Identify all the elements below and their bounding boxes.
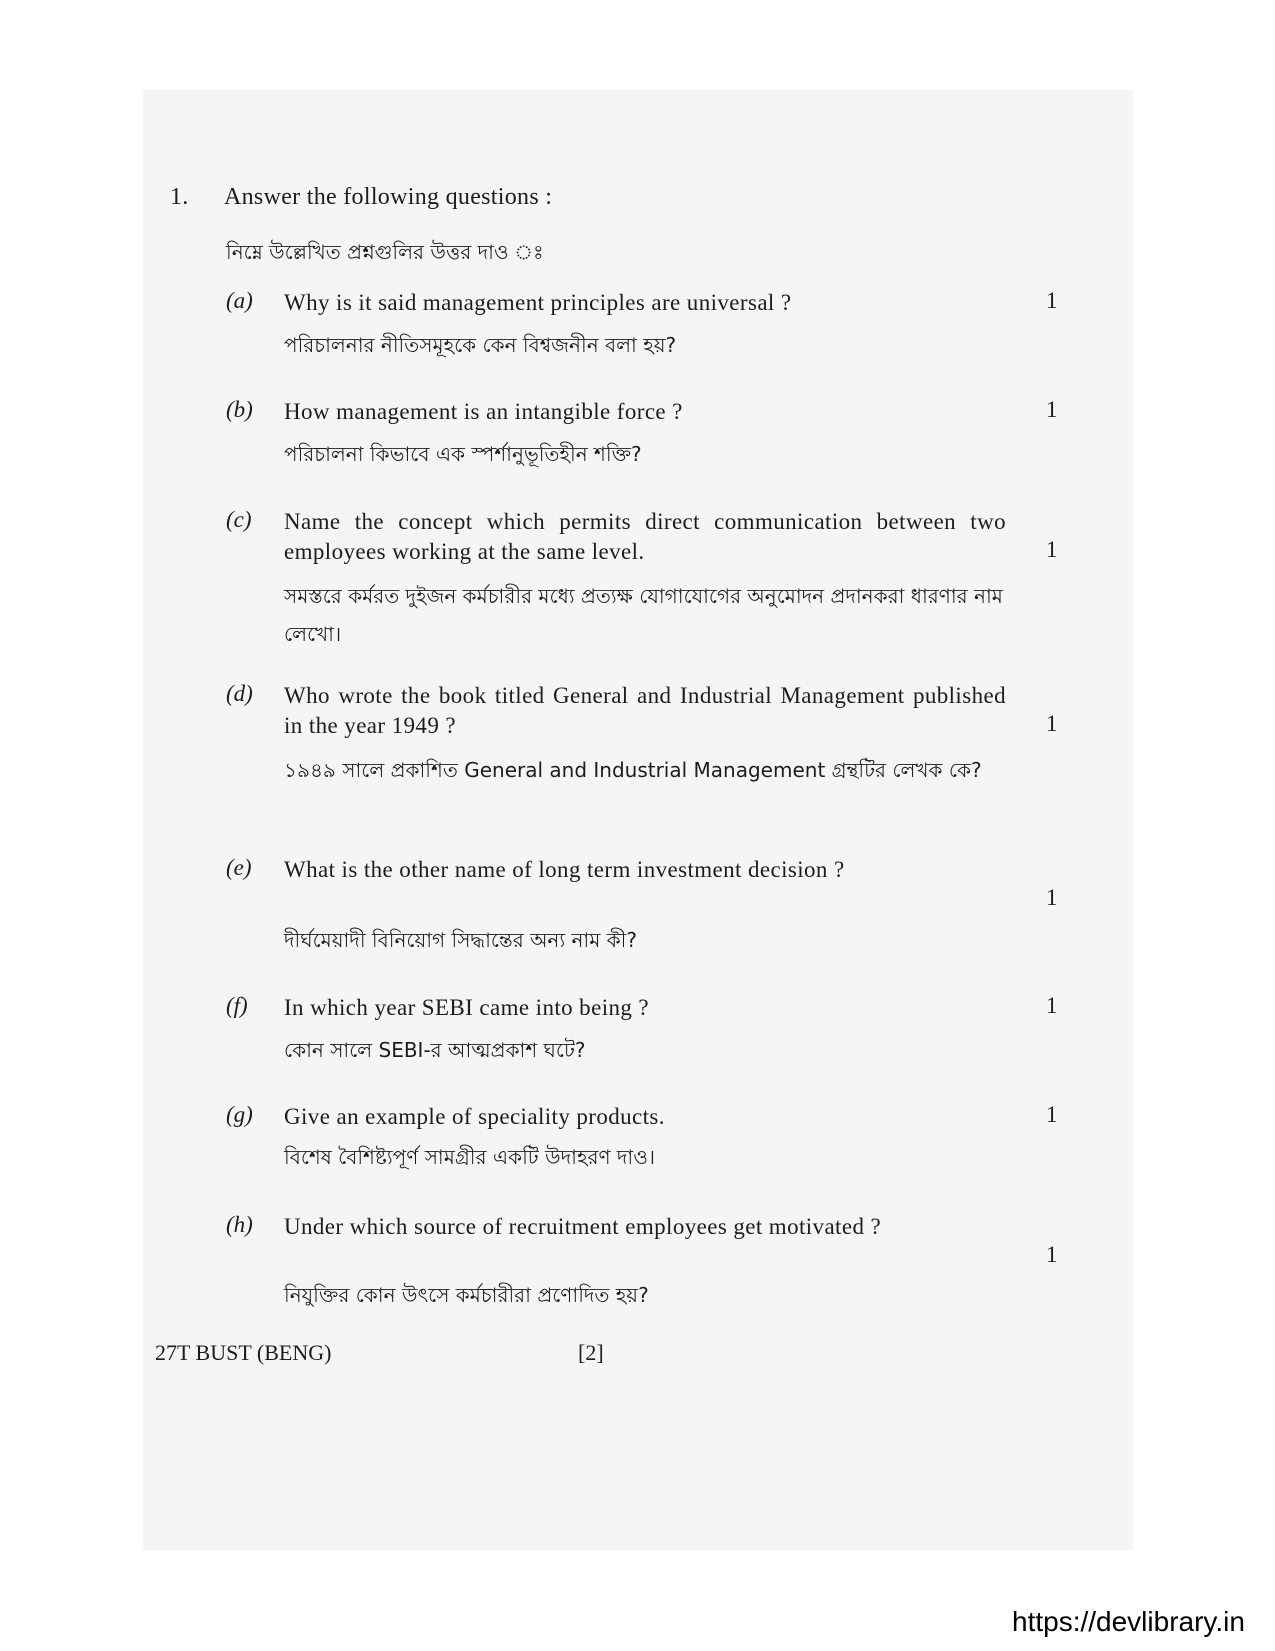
sub-question-text-bn: কোন সালে SEBI-র আত্মপ্রকাশ ঘটে? [284,1038,586,1062]
sub-question-text-bn: ১৯৪৯ সালে প্রকাশিত General and Industrial Management গ্রন্থটির লেখক কে? [284,758,982,782]
sub-question-label: (a) [226,288,253,313]
sub-question-text-en: Why is it said management principles are universal ? [284,290,792,315]
sub-question-text-en: What is the other name of long term investment decision ? [284,857,845,882]
sub-question-text-bn: নিযুক্তির কোন উৎসে কর্মচারীরা প্রণোদিত হয়? [284,1283,649,1307]
sub-question-text-en: Name the concept which permits direct communication between two employees working at the same level. [284,509,1006,564]
marks-value: 1 [1046,397,1058,422]
marks-value: 1 [1046,885,1058,910]
sub-question-text-bn: দীর্ঘমেয়াদী বিনিয়োগ সিদ্ধান্তের অন্য নাম কী? [284,928,638,952]
sub-question-text-bn: পরিচালনা কিভাবে এক স্পর্শানুভূতিহীন শক্তি? [284,442,642,466]
question-title-en: Answer the following questions : [224,184,553,210]
question-number: 1. [170,184,189,210]
paper-code: 27T BUST (BENG) [155,1340,332,1365]
question-heading [170,184,552,211]
sub-question-label: (c) [226,507,252,532]
sub-question-text-en: Under which source of recruitment employees get motivated ? [284,1214,882,1239]
marks-value: 1 [1046,288,1058,313]
sub-question-label: (f) [226,993,248,1018]
sub-question-text-bn: পরিচালনার নীতিসমূহকে কেন বিশ্বজনীন বলা হয়? [284,333,677,357]
sub-question-text-en: Give an example of speciality products. [284,1104,665,1129]
sub-question-label: (g) [226,1102,253,1127]
sub-question-text-bn: বিশেষ বৈশিষ্ট্যপূর্ণ সামগ্রীর একটি উদাহরণ দাও। [284,1145,656,1169]
sub-question-text-en: How management is an intangible force ? [284,399,683,424]
sub-question-label: (h) [226,1212,253,1237]
sub-question-text-en: Who wrote the book titled General and Industrial Management published in the year 1949 ? [284,683,1006,738]
question-title-bn: নিম্নে উল্লেখিত প্রশ্নগুলির উত্তর দাও ঃ [226,240,544,264]
sub-question-label: (d) [226,681,253,706]
sub-question-label: (e) [226,855,252,880]
marks-value: 1 [1046,993,1058,1018]
source-url: https://devlibrary.in [1012,1606,1245,1637]
sub-question-text-en: In which year SEBI came into being ? [284,995,650,1020]
sub-question-text-bn: সমস্তরে কর্মরত দুইজন কর্মচারীর মধ্যে প্রত্যক্ষ যোগাযোগের অনুমোদন প্রদানকরা ধারণার নাম লেখো। [284,584,1003,646]
marks-value: 1 [1046,537,1058,562]
marks-value: 1 [1046,1102,1058,1127]
sub-question-label: (b) [226,397,253,422]
marks-value: 1 [1046,711,1058,736]
marks-value: 1 [1046,1242,1058,1267]
page-number: [2] [578,1340,604,1365]
